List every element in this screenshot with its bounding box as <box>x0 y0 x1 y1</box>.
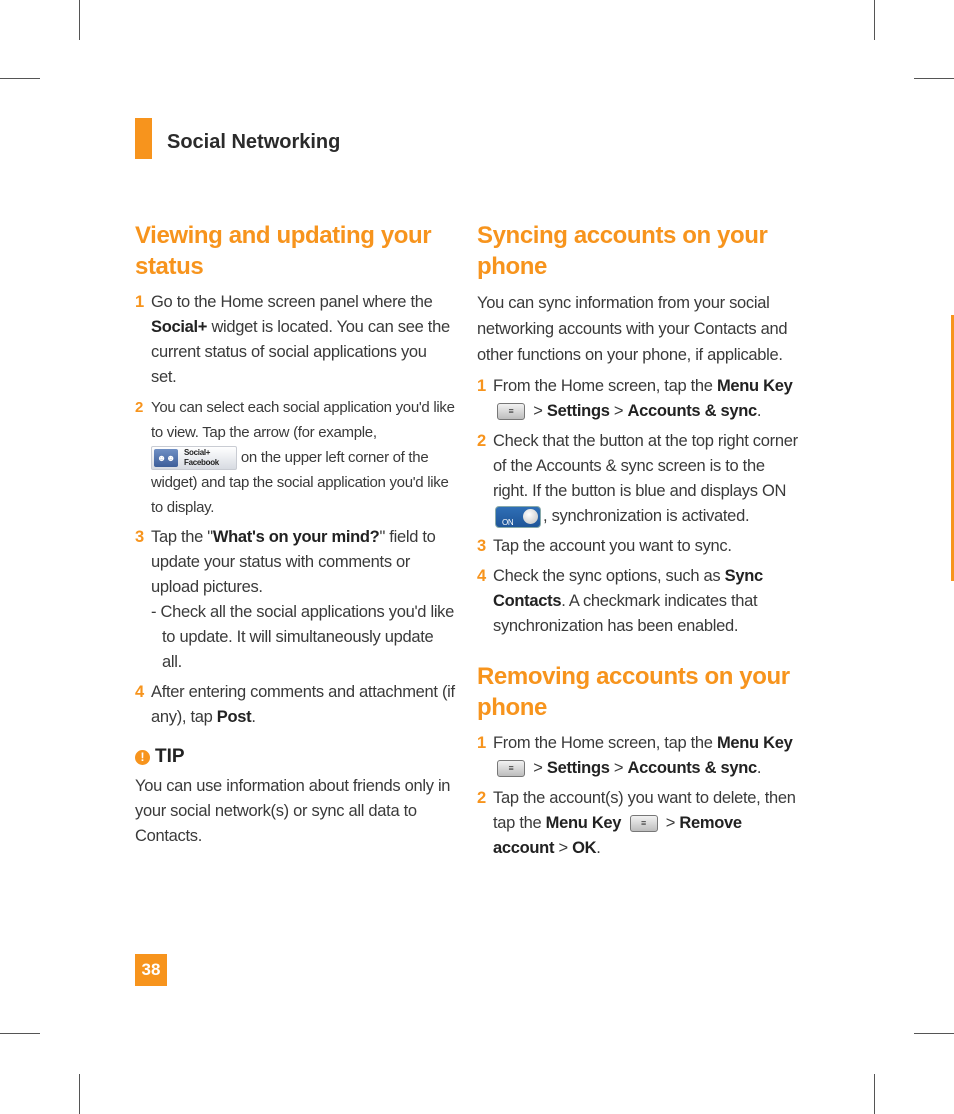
step-bold: Menu Key <box>545 814 622 832</box>
step-text: Tap the account(s) you want to delete, then tap the <box>493 789 796 832</box>
crop-mark <box>79 1074 80 1114</box>
sync-intro: You can sync information from your social networking accounts with your Contacts and other functions on your phone, if applicable. <box>477 294 788 364</box>
people-icon: ☻☻ <box>154 449 178 467</box>
step-text: You can select each social application you'd like to view. Tap the arrow (for example, <box>151 399 455 441</box>
step-text: Tap the " <box>151 528 213 547</box>
step-number: 3 <box>477 537 486 555</box>
step-text: After entering comments and attachment (if any), tap <box>151 683 455 727</box>
crop-mark <box>914 78 954 79</box>
section-marker <box>135 118 152 159</box>
step-text: . <box>251 708 256 727</box>
right-column <box>477 220 799 866</box>
step-text: Check the sync options, such as <box>493 567 725 585</box>
section-title: Social Networking <box>167 131 341 153</box>
list-item <box>477 564 799 639</box>
crop-mark <box>0 78 40 79</box>
list-item: 2 Tap the account(s) you want to delete, then tap the Menu Key ≡ > Remove account > OK. <box>477 786 799 861</box>
remove-steps <box>477 731 799 861</box>
list-item <box>477 429 799 529</box>
sync-toggle-icon <box>495 506 541 528</box>
step-number: 4 <box>477 567 486 585</box>
left-column <box>135 220 455 849</box>
step-number: 3 <box>135 528 144 547</box>
heading-syncing-accounts: Syncing accounts on your phone <box>477 222 768 280</box>
crop-mark <box>914 1033 954 1034</box>
list-item: 1 From the Home screen, tap the Menu Key ≡ > Settings > Accounts & sync. <box>477 731 799 781</box>
step-text: From the Home screen, tap the <box>493 734 717 752</box>
heading-removing-accounts: Removing accounts on your phone <box>477 663 790 721</box>
page-number: 38 <box>135 954 167 986</box>
list-item <box>135 680 455 730</box>
step-number: 2 <box>135 399 144 416</box>
crop-mark <box>0 1033 40 1034</box>
step-bold: Post <box>216 708 252 727</box>
heading-viewing-status: Viewing and updating your status <box>135 222 432 280</box>
step-bold: Menu Key <box>716 734 793 752</box>
crop-mark <box>79 0 80 40</box>
step-bold: Accounts & sync <box>627 759 757 777</box>
step-number: 2 <box>477 789 486 807</box>
toggle-label: ON <box>502 517 514 527</box>
tip-text: You can use information about friends only in your social network(s) or sync all data to Contacts. <box>135 777 451 846</box>
step-text: Tap the account you want to sync. <box>493 537 732 555</box>
sync-steps <box>477 374 799 639</box>
step-number: 1 <box>135 293 144 311</box>
list-item <box>135 395 455 520</box>
step-text: . A checkmark indicates that synchronization has been enabled. <box>493 592 758 635</box>
widget-label: Social+ <box>184 448 211 458</box>
toggle-knob <box>523 509 538 524</box>
menu-key-icon: ≡ <box>497 760 525 777</box>
list-item: 1 From the Home screen, tap the Menu Key ≡ > Settings > Accounts & sync. <box>477 374 799 424</box>
list-item <box>477 534 799 559</box>
step-text: , synchronization is activated. <box>543 507 750 525</box>
step-bold: OK <box>572 839 597 857</box>
step-text: widget is located. You can see the current status of social applications you set. <box>151 318 450 386</box>
step-bold: Settings <box>546 402 610 420</box>
step-number: 4 <box>135 683 144 702</box>
step-number: 1 <box>477 377 486 395</box>
list-item <box>135 290 455 390</box>
step-text: " field to update your status with comments or upload pictures. <box>151 528 436 597</box>
step-bold: What's on your mind? <box>212 528 380 547</box>
step-text: From the Home screen, tap the <box>493 377 717 395</box>
step-bold: Settings <box>546 759 610 777</box>
step-bold: Accounts & sync <box>627 402 757 420</box>
crop-mark <box>874 1074 875 1114</box>
menu-key-icon: ≡ <box>497 403 525 420</box>
step-text: on the upper left corner of the widget) and tap the social application you'd like to display. <box>151 449 449 517</box>
step-number: 2 <box>477 432 486 450</box>
widget-label: Facebook <box>184 458 219 468</box>
step-bold: Social+ <box>151 318 208 336</box>
step-number: 1 <box>477 734 486 752</box>
step-text: Go to the Home screen panel where the <box>151 293 433 311</box>
tip-heading <box>135 746 455 768</box>
status-steps <box>135 290 455 730</box>
tip-label: TIP <box>155 746 185 768</box>
sub-note: - Check all the social applications you'd like to update. It will simultaneously update all. <box>151 603 455 672</box>
crop-mark <box>874 0 875 40</box>
social-widget-icon <box>151 446 237 470</box>
step-bold: Sync Contacts <box>493 567 763 610</box>
list-item <box>135 525 455 675</box>
menu-key-icon: ≡ <box>630 815 658 832</box>
exclamation-icon: ! <box>135 750 150 765</box>
step-bold: Remove account <box>493 814 742 857</box>
step-text: Check that the button at the top right corner of the Accounts & sync screen is to the right. If the button is blue and displays ON <box>493 432 798 500</box>
step-bold: Menu Key <box>716 377 793 395</box>
